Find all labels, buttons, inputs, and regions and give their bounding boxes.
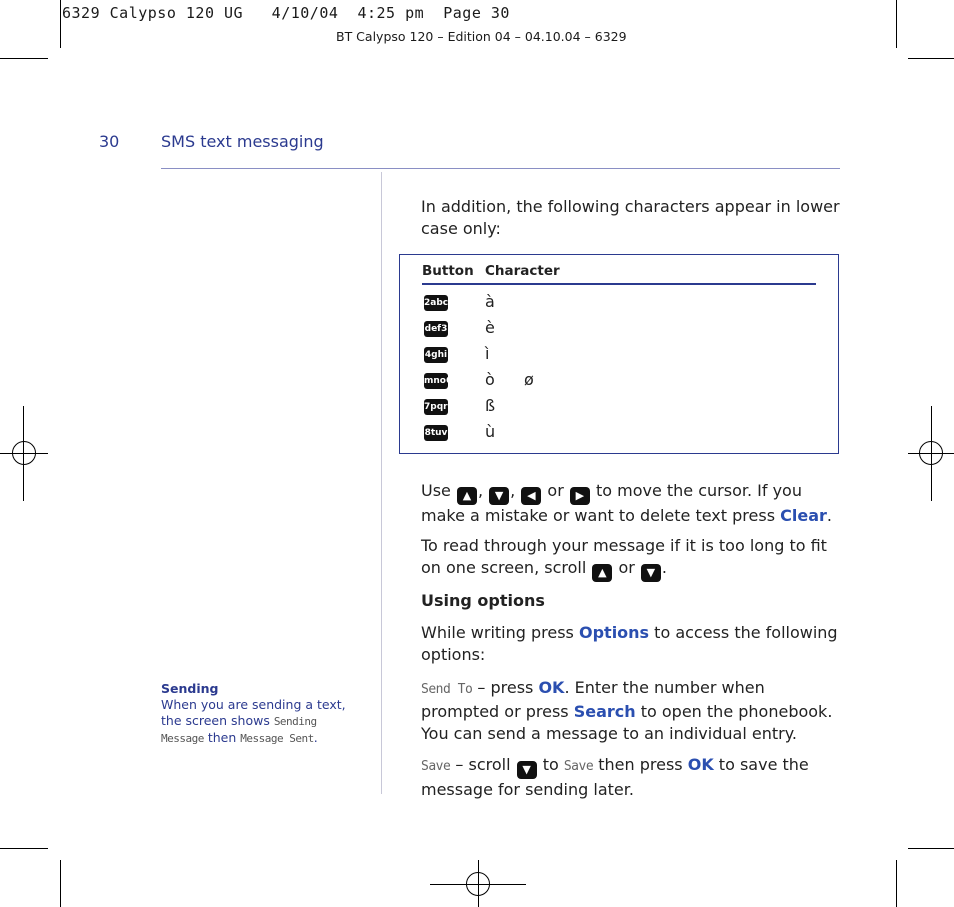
options-paragraph: While writing press Options to access the following options: xyxy=(421,623,838,664)
scroll-paragraph: To read through your message if it is too long to fit on one screen, scroll ▲ or ▼ . xyxy=(421,535,841,582)
crop-mark xyxy=(908,848,954,849)
character-cell: ò xyxy=(485,370,495,389)
table-header-character: Character xyxy=(485,263,560,279)
character-cell: ø xyxy=(524,370,534,389)
crop-mark xyxy=(60,860,61,907)
character-table xyxy=(399,254,839,454)
key-6-icon: mno6 xyxy=(424,373,448,389)
sidebar-note xyxy=(161,681,361,747)
character-cell: ß xyxy=(485,396,496,415)
down-arrow-key-icon: ▼ xyxy=(641,564,661,582)
crop-mark xyxy=(60,0,61,48)
crop-mark xyxy=(896,860,897,907)
crop-mark xyxy=(908,58,954,59)
save-paragraph: Save – scroll ▼ to Save then press OK to save the message for sending later. xyxy=(421,755,809,799)
lcd-message-sent: Message Sent xyxy=(240,732,314,745)
sidebar-text: When you are sending a text, the screen shows Sending Message then Message Sent. xyxy=(161,697,346,745)
character-cell: ù xyxy=(485,422,496,441)
up-arrow-key-icon: ▲ xyxy=(457,487,477,505)
key-7-icon: 7pqrs xyxy=(424,399,448,415)
page-number: 30 xyxy=(99,132,120,151)
crop-mark xyxy=(896,0,897,48)
column-divider xyxy=(381,172,382,794)
ok-key-label: OK xyxy=(538,678,565,697)
cursor-paragraph: Use ▲ , ▼ , ◀ or ▶ to move the cursor. If you make a mistake or want to delete text press Clear. xyxy=(421,481,832,525)
up-arrow-key-icon: ▲ xyxy=(592,564,612,582)
header-rule xyxy=(161,168,840,169)
key-3-icon: def3 xyxy=(424,321,448,337)
clear-key-label: Clear xyxy=(780,506,827,525)
key-2-icon: 2abc xyxy=(424,295,448,311)
key-8-icon: 8tuv xyxy=(424,425,448,441)
character-cell: ì xyxy=(485,344,490,363)
lcd-save: Save xyxy=(563,759,594,774)
lcd-save: Save xyxy=(421,759,451,774)
search-key-label: Search xyxy=(573,702,636,721)
down-arrow-key-icon: ▼ xyxy=(517,761,537,779)
sidebar-heading: Sending xyxy=(161,681,219,696)
crop-mark xyxy=(0,58,48,59)
print-slug: 6329 Calypso 120 UG 4/10/04 4:25 pm Page 30 xyxy=(62,4,510,22)
character-cell: è xyxy=(485,318,495,337)
intro-paragraph: In addition, the following characters appear in lower case only: xyxy=(421,197,840,238)
left-arrow-key-icon: ◀ xyxy=(521,487,541,505)
crop-mark xyxy=(0,848,48,849)
lcd-sending-message: Sending Message xyxy=(161,715,317,745)
send-to-paragraph: Send To – press OK. Enter the number when prompted or press Search to open the phonebook. You can send a message to an individual entry. xyxy=(421,678,833,743)
section-title: SMS text messaging xyxy=(161,132,324,151)
options-key-label: Options xyxy=(578,623,650,642)
character-cell: à xyxy=(485,292,495,311)
right-arrow-key-icon: ▶ xyxy=(570,487,590,505)
lcd-send-to: Send To xyxy=(421,682,473,697)
table-header-button: Button xyxy=(422,263,474,279)
edition-line: BT Calypso 120 – Edition 04 – 04.10.04 – 6329 xyxy=(336,29,627,44)
key-4-icon: 4ghi xyxy=(424,347,448,363)
table-header-rule xyxy=(422,283,816,285)
down-arrow-key-icon: ▼ xyxy=(489,487,509,505)
ok-key-label: OK xyxy=(687,755,714,774)
using-options-heading: Using options xyxy=(421,591,545,610)
